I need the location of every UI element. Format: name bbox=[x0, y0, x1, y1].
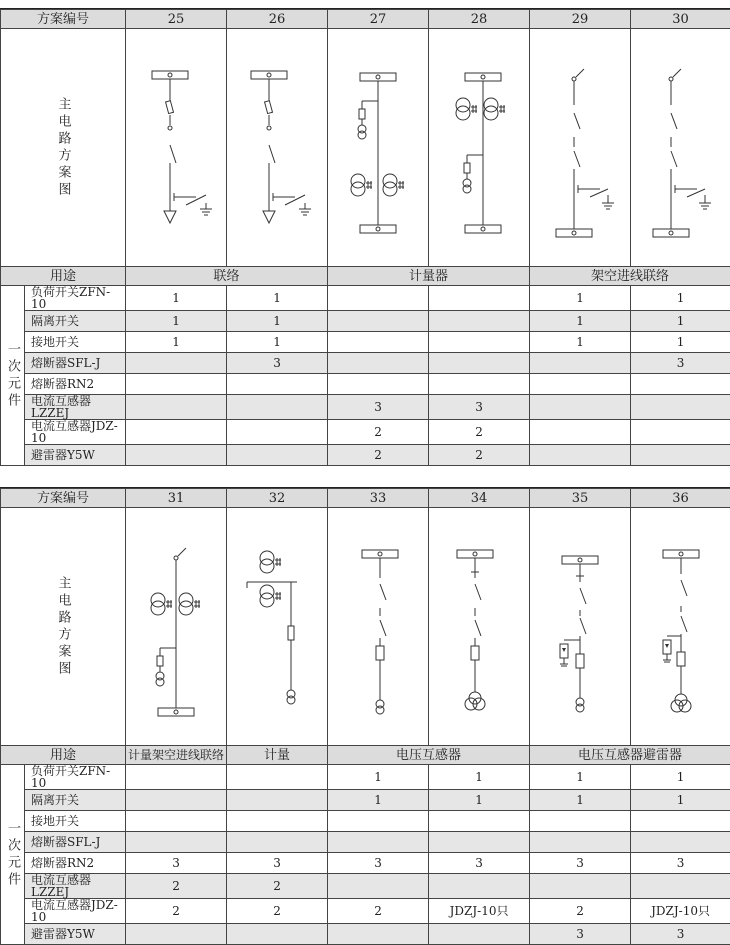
component-qty bbox=[530, 353, 631, 374]
circuit-diagram-32 bbox=[227, 512, 327, 742]
component-qty bbox=[429, 811, 530, 832]
component-name: 负荷开关ZFN-10 bbox=[25, 286, 126, 311]
component-qty bbox=[631, 374, 730, 395]
component-qty: 1 bbox=[631, 311, 730, 332]
component-qty: JDZJ-10只 bbox=[631, 899, 730, 924]
component-qty bbox=[126, 832, 227, 853]
scheme-number: 35 bbox=[530, 489, 631, 508]
circuit-diagram-30 bbox=[631, 33, 730, 263]
component-qty bbox=[328, 311, 429, 332]
component-row bbox=[1, 353, 730, 374]
component-row bbox=[1, 899, 730, 924]
component-qty: 2 bbox=[328, 445, 429, 466]
component-qty bbox=[227, 765, 328, 790]
component-qty bbox=[631, 420, 730, 445]
component-name: 接地开关 bbox=[25, 332, 126, 353]
component-qty: 1 bbox=[631, 790, 730, 811]
component-qty bbox=[126, 790, 227, 811]
circuit-diagram-31 bbox=[126, 512, 226, 742]
scheme-number: 27 bbox=[328, 10, 429, 29]
component-row bbox=[1, 874, 730, 899]
component-qty bbox=[631, 832, 730, 853]
component-qty: 1 bbox=[126, 332, 227, 353]
scheme-number-label: 方案编号 bbox=[1, 10, 126, 29]
component-qty bbox=[328, 374, 429, 395]
circuit-diagram-34 bbox=[429, 512, 529, 742]
component-qty bbox=[530, 811, 631, 832]
component-qty bbox=[126, 811, 227, 832]
component-qty: 2 bbox=[227, 874, 328, 899]
component-qty bbox=[227, 395, 328, 420]
component-row bbox=[1, 395, 730, 420]
component-qty bbox=[530, 395, 631, 420]
component-row bbox=[1, 790, 730, 811]
component-qty bbox=[631, 811, 730, 832]
component-qty bbox=[126, 353, 227, 374]
component-qty bbox=[429, 374, 530, 395]
component-qty: JDZJ-10只 bbox=[429, 899, 530, 924]
component-qty: 3 bbox=[328, 395, 429, 420]
usage-row bbox=[1, 267, 730, 286]
scheme-number: 25 bbox=[126, 10, 227, 29]
component-qty: 3 bbox=[530, 924, 631, 945]
component-qty bbox=[530, 420, 631, 445]
component-qty bbox=[429, 332, 530, 353]
component-row bbox=[1, 765, 730, 790]
component-name: 电流互感器LZZEJ bbox=[25, 395, 126, 420]
component-qty bbox=[227, 420, 328, 445]
component-qty: 3 bbox=[227, 853, 328, 874]
component-qty bbox=[126, 374, 227, 395]
usage-cell: 计量架空进线联络 bbox=[126, 746, 227, 765]
usage-cell: 计量器 bbox=[328, 267, 530, 286]
component-name: 电流互感器JDZ-10 bbox=[25, 899, 126, 924]
component-qty: 1 bbox=[530, 286, 631, 311]
usage-label: 用途 bbox=[1, 267, 126, 286]
component-name: 避雷器Y5W bbox=[25, 445, 126, 466]
scheme-number: 29 bbox=[530, 10, 631, 29]
scheme-number-row bbox=[1, 489, 730, 508]
component-qty: 2 bbox=[126, 899, 227, 924]
scheme-number: 36 bbox=[631, 489, 730, 508]
component-name: 负荷开关ZFN-10 bbox=[25, 765, 126, 790]
component-qty: 1 bbox=[631, 286, 730, 311]
component-name: 熔断器SFL-J bbox=[25, 353, 126, 374]
component-qty: 1 bbox=[631, 332, 730, 353]
circuit-diagram-25 bbox=[126, 33, 226, 263]
usage-cell: 架空进线联络 bbox=[530, 267, 730, 286]
component-qty: 1 bbox=[126, 286, 227, 311]
component-qty: 1 bbox=[328, 790, 429, 811]
component-qty bbox=[631, 395, 730, 420]
usage-row bbox=[1, 746, 730, 765]
component-qty bbox=[631, 445, 730, 466]
component-qty bbox=[328, 874, 429, 899]
diagram-row bbox=[1, 29, 730, 267]
component-qty bbox=[328, 332, 429, 353]
component-qty: 2 bbox=[328, 899, 429, 924]
component-qty bbox=[631, 874, 730, 899]
component-qty: 3 bbox=[631, 353, 730, 374]
component-group-label: 一次元件 bbox=[6, 821, 19, 889]
component-qty: 2 bbox=[429, 445, 530, 466]
component-qty bbox=[126, 445, 227, 466]
component-qty: 3 bbox=[429, 395, 530, 420]
component-qty: 1 bbox=[429, 790, 530, 811]
component-qty bbox=[126, 420, 227, 445]
component-group-label: 一次元件 bbox=[6, 342, 19, 410]
component-name: 避雷器Y5W bbox=[25, 924, 126, 945]
component-qty: 3 bbox=[530, 853, 631, 874]
component-name: 电流互感器JDZ-10 bbox=[25, 420, 126, 445]
scheme-number: 32 bbox=[227, 489, 328, 508]
component-qty bbox=[328, 832, 429, 853]
component-qty: 3 bbox=[126, 853, 227, 874]
component-qty: 1 bbox=[530, 790, 631, 811]
scheme-number: 26 bbox=[227, 10, 328, 29]
component-row bbox=[1, 811, 730, 832]
usage-cell: 计量 bbox=[227, 746, 328, 765]
component-qty: 1 bbox=[126, 311, 227, 332]
scheme-number: 28 bbox=[429, 10, 530, 29]
component-row bbox=[1, 332, 730, 353]
circuit-diagram-35 bbox=[530, 512, 630, 742]
component-qty bbox=[429, 353, 530, 374]
component-qty: 2 bbox=[429, 420, 530, 445]
component-qty bbox=[530, 374, 631, 395]
component-row bbox=[1, 374, 730, 395]
component-qty bbox=[429, 286, 530, 311]
component-qty bbox=[530, 874, 631, 899]
component-qty: 1 bbox=[227, 311, 328, 332]
component-qty bbox=[328, 924, 429, 945]
component-qty bbox=[429, 311, 530, 332]
component-qty: 1 bbox=[429, 765, 530, 790]
diagram-label: 主电路方案图 bbox=[57, 576, 70, 678]
usage-cell: 电压互感器避雷器 bbox=[530, 746, 730, 765]
component-qty: 1 bbox=[328, 765, 429, 790]
component-name: 隔离开关 bbox=[25, 790, 126, 811]
component-qty bbox=[328, 286, 429, 311]
circuit-diagram-27 bbox=[328, 33, 428, 263]
component-name: 熔断器RN2 bbox=[25, 374, 126, 395]
component-qty bbox=[126, 765, 227, 790]
scheme-table-2 bbox=[0, 488, 730, 945]
circuit-diagram-33 bbox=[328, 512, 428, 742]
component-qty bbox=[126, 395, 227, 420]
component-qty: 1 bbox=[530, 332, 631, 353]
usage-cell: 电压互感器 bbox=[328, 746, 530, 765]
component-qty bbox=[429, 832, 530, 853]
diagram-row bbox=[1, 508, 730, 746]
component-qty: 2 bbox=[126, 874, 227, 899]
component-qty bbox=[126, 924, 227, 945]
component-qty bbox=[429, 924, 530, 945]
component-qty: 3 bbox=[328, 853, 429, 874]
component-qty bbox=[530, 445, 631, 466]
component-row bbox=[1, 420, 730, 445]
scheme-number: 31 bbox=[126, 489, 227, 508]
component-row bbox=[1, 853, 730, 874]
circuit-diagram-28 bbox=[429, 33, 529, 263]
circuit-diagram-29 bbox=[530, 33, 630, 263]
scheme-number: 30 bbox=[631, 10, 730, 29]
component-name: 隔离开关 bbox=[25, 311, 126, 332]
component-name: 熔断器RN2 bbox=[25, 853, 126, 874]
scheme-table-1 bbox=[0, 9, 730, 466]
component-name: 电流互感器LZZEJ bbox=[25, 874, 126, 899]
component-name: 熔断器SFL-J bbox=[25, 832, 126, 853]
circuit-diagram-36 bbox=[631, 512, 730, 742]
component-row bbox=[1, 832, 730, 853]
component-name: 接地开关 bbox=[25, 811, 126, 832]
component-row bbox=[1, 286, 730, 311]
component-qty bbox=[328, 811, 429, 832]
component-qty: 1 bbox=[631, 765, 730, 790]
component-qty: 1 bbox=[530, 311, 631, 332]
component-qty: 3 bbox=[631, 924, 730, 945]
component-qty bbox=[530, 832, 631, 853]
component-qty bbox=[227, 374, 328, 395]
component-qty bbox=[227, 790, 328, 811]
usage-cell: 联络 bbox=[126, 267, 328, 286]
component-row bbox=[1, 445, 730, 466]
component-row bbox=[1, 924, 730, 945]
component-qty bbox=[227, 832, 328, 853]
component-qty: 1 bbox=[227, 286, 328, 311]
component-qty: 3 bbox=[429, 853, 530, 874]
component-qty: 2 bbox=[530, 899, 631, 924]
scheme-number: 34 bbox=[429, 489, 530, 508]
scheme-number-label: 方案编号 bbox=[1, 489, 126, 508]
usage-label: 用途 bbox=[1, 746, 126, 765]
scheme-number-row bbox=[1, 10, 730, 29]
component-qty: 2 bbox=[328, 420, 429, 445]
component-qty: 1 bbox=[227, 332, 328, 353]
component-row bbox=[1, 311, 730, 332]
component-qty bbox=[227, 811, 328, 832]
component-qty: 3 bbox=[227, 353, 328, 374]
component-qty bbox=[227, 924, 328, 945]
scheme-number: 33 bbox=[328, 489, 429, 508]
circuit-diagram-26 bbox=[227, 33, 327, 263]
component-qty bbox=[429, 874, 530, 899]
component-qty bbox=[227, 445, 328, 466]
component-qty: 2 bbox=[227, 899, 328, 924]
diagram-label: 主电路方案图 bbox=[57, 97, 70, 199]
component-qty bbox=[328, 353, 429, 374]
component-qty: 1 bbox=[530, 765, 631, 790]
component-qty: 3 bbox=[631, 853, 730, 874]
